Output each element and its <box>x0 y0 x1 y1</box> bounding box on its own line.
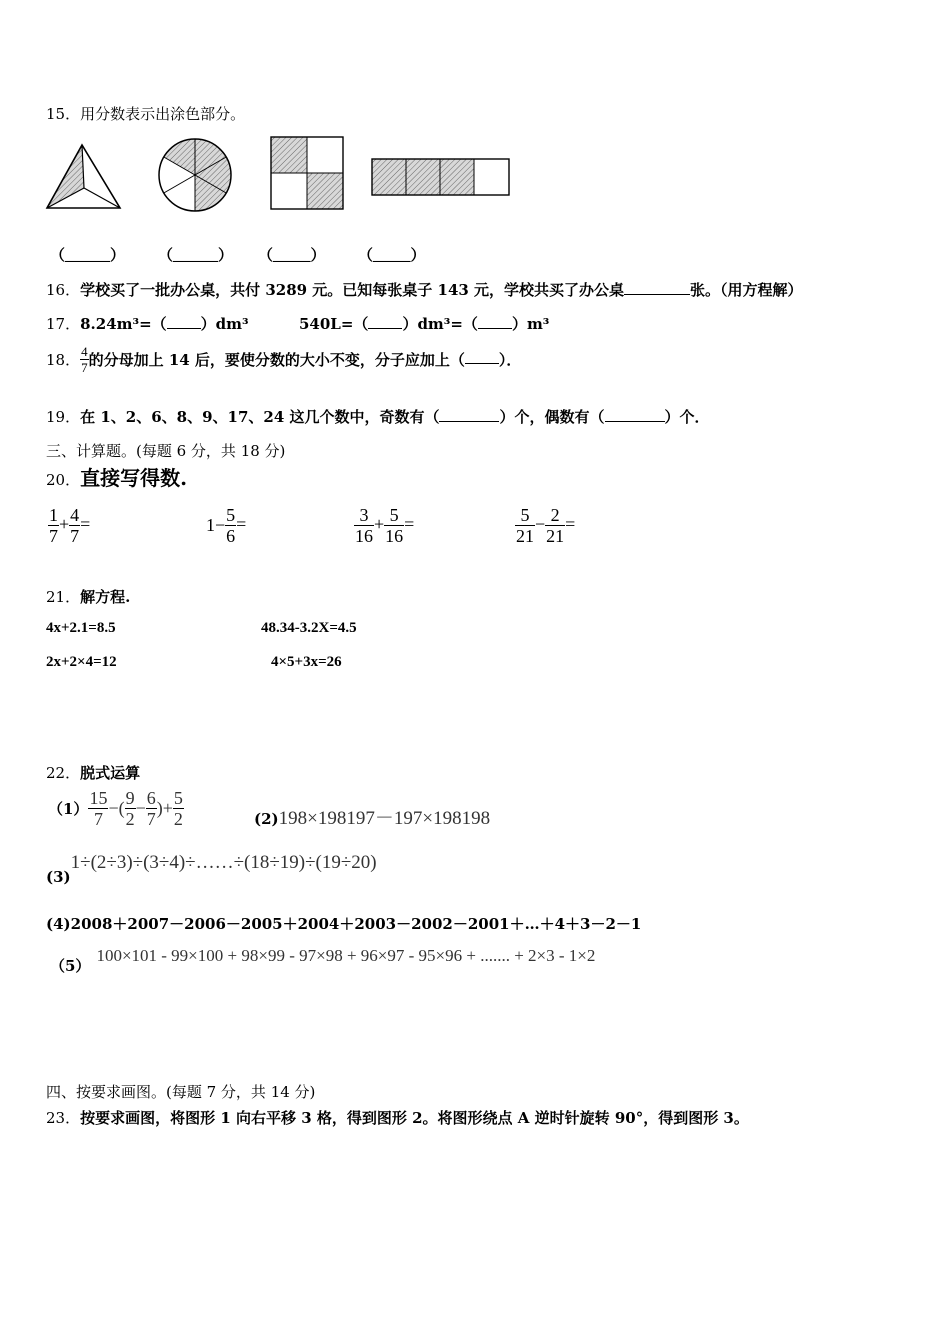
q15-label: 15．用分数表示出涂色部分。 <box>46 105 246 123</box>
section-4-title: 四、按要求画图。(每题 7 分，共 14 分) <box>46 1083 316 1101</box>
q22-part2: (2)198×198197－197×198198 <box>254 808 491 829</box>
q19-blank-1[interactable] <box>439 409 499 422</box>
q22-part5: （5）100×101 - 99×100 + 98×99 - 97×98 + 96×97 - 95×96 + ....... + 2×3 - 1×2 <box>50 946 596 975</box>
section-3-title: 三、计算题。(每题 6 分，共 18 分) <box>46 442 286 460</box>
answer-blank-2[interactable]: （______） <box>158 248 234 264</box>
answer-blank-1[interactable]: （______） <box>50 248 126 264</box>
q17-blank-3[interactable] <box>478 316 512 329</box>
q17: 17．8.24m³=（ ）dm³ <box>46 315 249 333</box>
q22-part1: （1） $\frac{15}{7}$ −( $\frac{9}{2}$ − $\frac{6}{7}$ )+ $\frac{5}{2}$ <box>48 788 183 829</box>
q17-blank-1[interactable] <box>167 316 201 329</box>
q21-title: 21．解方程. <box>46 588 131 606</box>
q22-part3: (3)1÷(2÷3)÷(3÷4)÷……÷(18÷19)÷(19÷20) <box>46 852 377 886</box>
q21-eq2: 48.34-3.2X=4.5 <box>261 620 357 636</box>
q21-eq4: 4×5+3x=26 <box>271 654 342 670</box>
q18-frac-numerator: 4 <box>81 344 88 359</box>
q20-item-3: $\frac{3}{16}$ + $\frac{5}{16}$ = <box>355 505 415 546</box>
circle-figure <box>155 135 235 215</box>
q20-item-1: $\frac{1}{7}$ + $\frac{4}{7}$ = <box>49 505 91 546</box>
answer-blank-4[interactable]: （_____） <box>358 248 426 264</box>
q22-part4: (4)2008＋2007－2006－2005＋2004＋2003－2002－2001＋…＋4＋3－2－1 <box>46 915 642 933</box>
triangle-figure <box>44 142 124 214</box>
answer-blank-3[interactable]: （_____） <box>258 248 326 264</box>
q21-eq3: 2x+2×4=12 <box>46 654 117 670</box>
q18-blank[interactable] <box>465 351 499 364</box>
q21-eq1: 4x+2.1=8.5 <box>46 620 116 636</box>
q16-blank[interactable] <box>624 282 690 295</box>
bar-figure <box>371 158 511 196</box>
q16: 16．学校买了一批办公桌，共付 3289 元。已知每张桌子 143 元，学校共买了办公桌 张。（用方程解） <box>46 281 803 299</box>
q19: 19．在 1、2、6、8、9、17、24 这几个数中，奇数有（ ）个，偶数有（ ）个． <box>46 408 710 426</box>
q17b: 540L=（ ）dm³=（ ）m³ <box>299 315 550 333</box>
q18: 18． $\frac{4}{7}$ 的分母加上 14 后，要使分数的大小不变，分子应加上（ ）． <box>46 344 522 375</box>
q19-blank-2[interactable] <box>605 409 665 422</box>
q17-blank-2[interactable] <box>368 316 402 329</box>
q23: 23．按要求画图，将图形 1 向右平移 3 格，得到图形 2。将图形绕点 A 逆时针旋转 90°，得到图形 3。 <box>46 1109 749 1127</box>
q20-item-2: 1− $\frac{5}{6}$ = <box>206 505 247 546</box>
q20-title: 20．直接写得数. <box>46 466 188 490</box>
square-figure <box>270 136 344 210</box>
q20-item-4: $\frac{5}{21}$ − $\frac{2}{21}$ = <box>516 505 576 546</box>
q22-title: 22．脱式运算 <box>46 764 141 782</box>
q18-frac-denominator: 7 <box>81 360 88 375</box>
